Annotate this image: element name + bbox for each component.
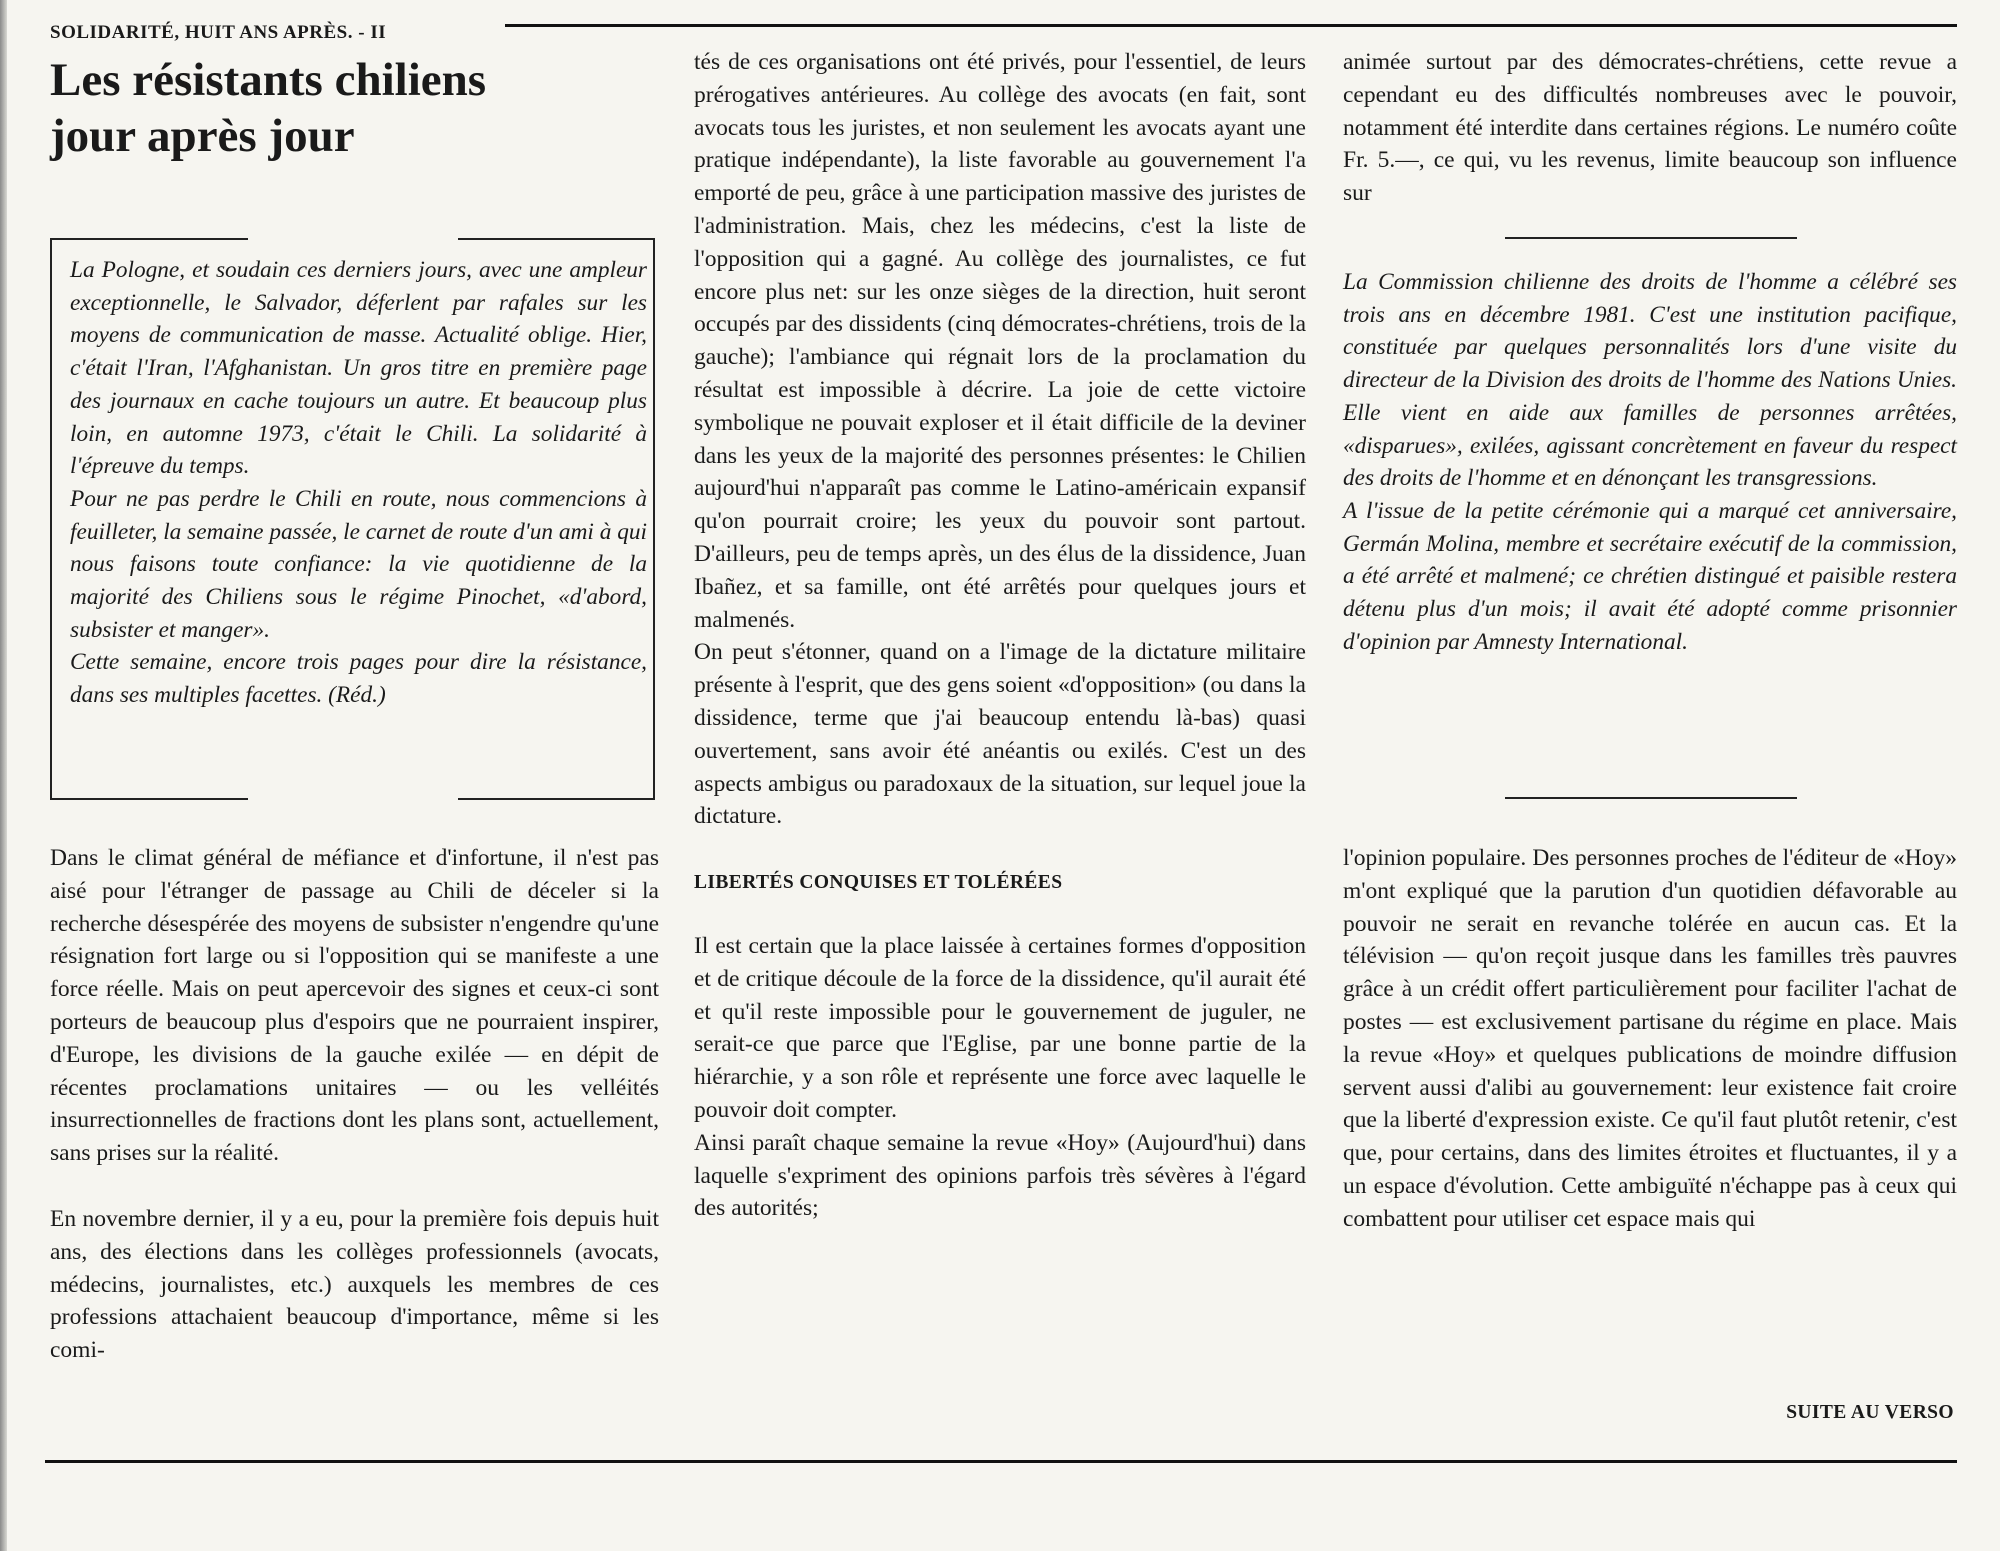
col1-paragraph-2: En novembre dernier, il y a eu, pour la première fois depuis huit ans, des élections dans les collèges professionnels (avocats, médecins, journalistes, etc.) auxquels les membres de ces professions attachaient beaucoup d'importance, même si les comi- xyxy=(50,1205,659,1364)
bottom-rule xyxy=(45,1460,1957,1463)
column-3-top xyxy=(1343,46,1957,210)
headline-line-1: Les résistants chiliens xyxy=(50,54,487,106)
article-kicker: SOLIDARITÉ, HUIT ANS APRÈS. - II xyxy=(50,22,387,43)
top-rule xyxy=(505,24,1957,27)
col2-subheading: LIBERTÉS CONQUISES ET TOLÉRÉES xyxy=(694,872,1063,894)
col2-paragraph-2: On peut s'étonner, quand on a l'image de la dictature militaire présente à l'esprit, que des gens soient «d'opposition» (ou dans la dissidence, terme que j'ai beaucoup entendu là-bas) quasi ouvertement, sans avoir été anéantis ou exilés. C'est un des aspects ambigus ou paradoxaux de la situation, sur lequel joue la dictature. xyxy=(694,639,1306,830)
column-1 xyxy=(50,842,659,1367)
intro-box-text xyxy=(70,254,647,712)
intro-box-bottom-gap xyxy=(248,796,458,804)
col2-paragraph-3: Il est certain que la place laissée à certaines formes d'opposition et de critique découle de la force de la dissidence, qu'il aurait été et qu'il reste impossible pour le gouvernement de juguler, ne serait-ce que parce que l'Eglise, par une bonne partie de la hiérarchie, y a son rôle et représente une force avec laquelle le pouvoir doit compter. xyxy=(694,932,1306,1123)
sidebar-top-rule xyxy=(1505,237,1797,239)
col2-paragraph-1: tés de ces organisations ont été privés, pour l'essentiel, de leurs prérogatives antérieures. Au collège des avocats (en fait, sont avocats tous les juristes, et non seulement les avocats ayant une pratique indépendante), la liste favorable au gouvernement l'a emporté de peu, grâce à une participation massive des juristes de l'administration. Mais, chez les médecins, c'est la liste de l'opposition qui a gagné. Au collège des journalistes, ce fut encore plus net: sur les onze sièges de la direction, huit seront occupés par des dissidents (cinq démocrates-chrétiens, trois de la gauche); l'ambiance qui régnait lors de la proclamation du résultat est impossible à décrire. La joie de cette victoire symbolique ne pouvait exploser et il était difficile de la deviner dans les yeux de la majorité des personnes présentes: le Chilien aujourd'hui n'apparaît pas comme le Latino-américain expansif qu'on pourrait croire; les yeux du pouvoir sont partout. D'ailleurs, peu de temps après, un des élus de la dissidence, Juan Ibañez, et sa famille, ont été arrêtés pour quelques jours et malmenés. xyxy=(694,49,1306,633)
col3-paragraph-2: l'opinion populaire. Des personnes proches de l'éditeur de «Hoy» m'ont expliqué que la parution d'un quotidien défavorable au pouvoir ne serait en revanche tolérée en aucun cas. Et la télévision — qu'on reçoit jusque dans les familles très pauvres grâce à un crédit offert particulièrement pour faciliter l'achat de postes — est exclusivement partisane du régime en place. Mais la revue «Hoy» et quelques publications de moindre diffusion servent aussi d'alibi au gouvernement: leur existence fait croire que la liberté d'expression existe. Ce qu'il faut plutôt retenir, c'est que, pour certains, dans des limites étroites et fluctuantes, il y a un espace d'évolution. Cette ambiguïté n'échappe pas à ceux qui combattent pour utiliser cet espace mais qui xyxy=(1343,845,1957,1232)
intro-paragraph-2: Pour ne pas perdre le Chili en route, nous commencions à feuilleter, la semaine passée, le carnet de route d'un ami à qui nous faisons toute confiance: la vie quotidienne de la majorité des Chiliens sous le régime Pinochet, «d'abord, subsister et manger». xyxy=(70,485,647,643)
col1-paragraph-1: Dans le climat général de méfiance et d'infortune, il n'est pas aisé pour l'étranger de passage au Chili de déceler si la recherche désespérée des moyens de subsister n'engendre qu'une résignation fort large ou si l'opposition qui se manifeste a une force réelle. Mais on peut apercevoir des signes et ceux-ci sont porteurs de beaucoup plus d'espoirs que ne pourraient inspirer, d'Europe, les divisions de la gauche exilée — en dépit de récentes proclamations unitaires — ou les velléités insurrectionnelles de fractions dont les plans sont, actuellement, sans prises sur la réalité. xyxy=(50,845,659,1167)
col2-paragraph-4: Ainsi paraît chaque semaine la revue «Hoy» (Aujourd'hui) dans laquelle s'expriment des opinions parfois très sévères à l'égard des autorités; xyxy=(694,1129,1306,1222)
column-3-sidebar xyxy=(1343,266,1957,658)
col3-paragraph-1: animée surtout par des démocrates-chrétiens, cette revue a cependant eu des difficultés nombreuses avec le pouvoir, notamment été interdite dans certaines régions. Le numéro coûte Fr. 5.—, ce qui, vu les revenus, limite beaucoup son influence sur xyxy=(1343,49,1957,207)
article-headline xyxy=(50,52,520,164)
sidebar-paragraph-1: La Commission chilienne des droits de l'homme a célébré ses trois ans en décembre 1981. C'est une institution pacifique, constituée par quelques personnalités lors d'une visite du directeur de la Division des droits de l'homme des Nations Unies. Elle vient en aide aux familles de personnes arrêtées, «disparues», exilées, agissant concrètement en faveur du respect des droits de l'homme et en dénonçant les transgressions. xyxy=(1343,269,1957,492)
continued-on-back-label: SUITE AU VERSO xyxy=(1786,1402,1954,1423)
intro-paragraph-3: Cette semaine, encore trois pages pour dire la résistance, dans ses multiples facettes. (Réd.) xyxy=(70,649,647,709)
sidebar-paragraph-2: A l'issue de la petite cérémonie qui a marqué cet anniversaire, Germán Molina, membre et secrétaire exécutif de la commission, a été arrêté et malmené; ce chrétien distingué et paisible restera détenu plus d'un mois; il avait été adopté comme prisonnier d'opinion par Amnesty International. xyxy=(1343,497,1957,655)
page-edge-shadow xyxy=(0,0,7,1551)
column-2 xyxy=(694,46,1306,1225)
intro-paragraph-1: La Pologne, et soudain ces derniers jours, avec une ampleur exceptionnelle, le Salvador, déferlent par rafales sur les moyens de communication de masse. Actualité oblige. Hier, c'était l'Iran, l'Afghanistan. Un gros titre en première page des journaux en cache toujours un autre. Et beaucoup plus loin, en automne 1973, c'était le Chili. La solidarité à l'épreuve du temps. xyxy=(70,257,647,480)
headline-line-2: jour après jour xyxy=(50,110,355,162)
sidebar-bottom-rule xyxy=(1505,797,1797,799)
intro-box-top-gap xyxy=(248,234,458,242)
column-3-bottom xyxy=(1343,842,1957,1236)
